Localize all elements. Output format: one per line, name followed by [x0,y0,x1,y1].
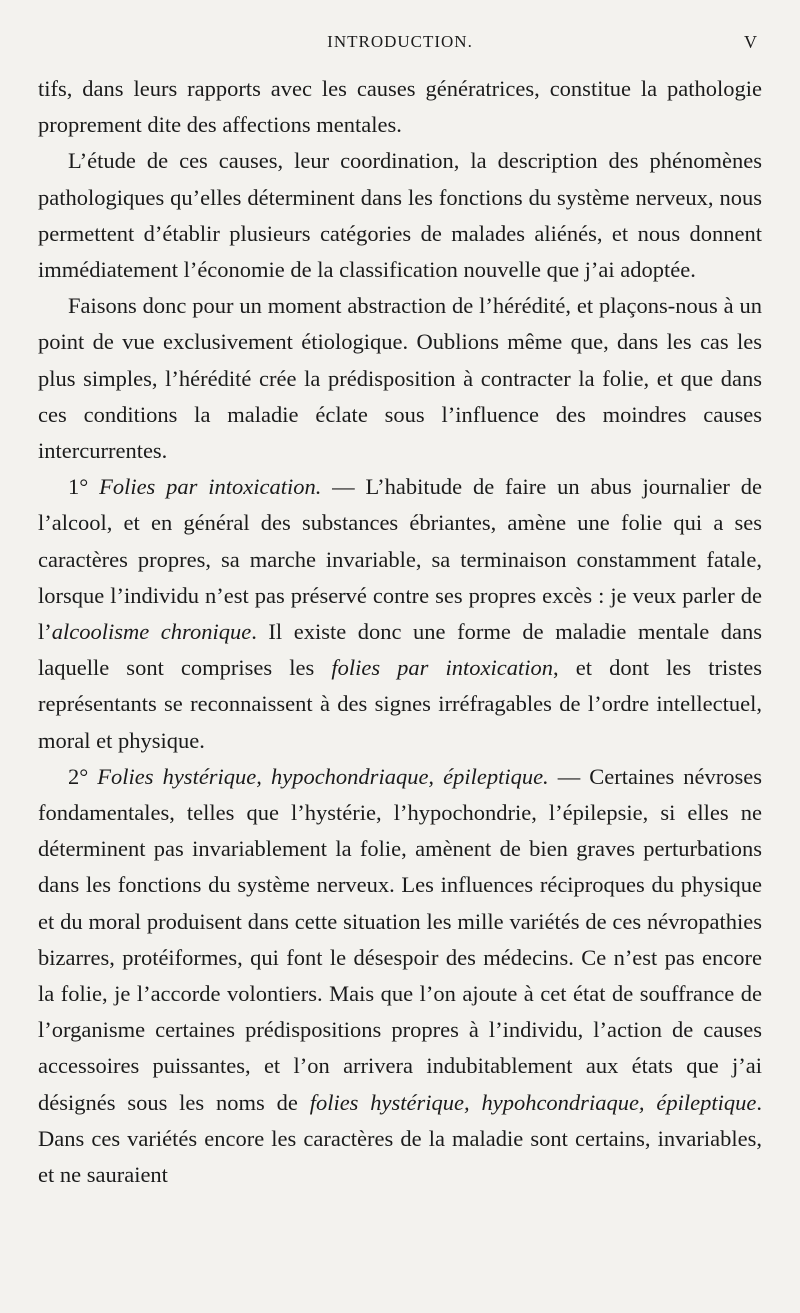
page-header [38,32,762,54]
emphasis: folies par intoxication [331,655,554,681]
page-number: V [744,32,758,52]
emphasis: alcoolisme chronique [51,619,252,645]
emphasis: folies hystérique, hypohcondriaque, épileptique [309,1089,757,1115]
body-text [38,71,762,1193]
running-title: INTRODUCTION. [327,32,473,51]
paragraph-intoxication: 1° Folies par intoxication. — L’habitude de faire un abus journalier de l’alcool, et en général des substances ébriantes, amène une folie qui a ses caractères propres, sa marche invariable, sa terminaison constamment fatale, lorsque l’individu n’est pas préservé contre ses propres excès : je veux parler de l’alcoolisme chronique. Il existe donc une forme de maladie mentale dans laquelle sont comprises les folies par intoxication, et dont les tristes représentants se reconnaissent à des signes irréfragables de l’ordre intellectuel, moral et physique. [38,474,762,753]
section-heading: Folies par intoxication. [99,474,322,500]
paragraph-continuation: tifs, dans leurs rapports avec les causes génératrices, constitue la pathologie proprement dite des affections mentales. [38,76,762,138]
section-heading: Folies hystérique, hypochondriaque, épileptique. [97,763,549,789]
paragraph-neuroses: 2° Folies hystérique, hypochondriaque, épileptique. — Certaines névroses fondamentales, telles que l’hystérie, l’hypochondrie, l’épilepsie, si elles ne déterminent pas invariablement la folie, amènent de bien graves perturbations dans les fonctions du système nerveux. Les influences réciproques du physique et du moral produisent dans cette situation les mille variétés de ces névropathies bizarres, protéiformes, qui font le désespoir des médecins. Ce n’est pas encore la folie, je l’accorde volontiers. Mais que l’on ajoute à cet état de souffrance de l’organisme certaines prédispositions propres à l’individu, l’action de causes accessoires puissantes, et l’on arrivera indubitablement aux états que j’ai désignés sous les noms de folies hystérique, hypohcondriaque, épileptique. Dans ces variétés encore les caractères de la maladie sont certains, invariables, et ne sauraient [38,763,762,1188]
section-number: 1° [68,474,89,500]
paragraph-heredity: Faisons donc pour un moment abstraction de l’hérédité, et plaçons-nous à un point de vue exclusivement étiologique. Oublions même que, dans les cas les plus simples, l’hérédité crée la prédisposition à contracter la folie, et que dans ces conditions la maladie éclate sous l’influence des moindres causes intercurrentes. [38,293,762,464]
section-number: 2° [68,763,89,789]
paragraph-causes: L’étude de ces causes, leur coordination, la description des phénomènes pathologiques qu’elles déterminent dans les fonctions du système nerveux, nous permettent d’établir plusieurs catégories de malades aliénés, et nous donnent immédiatement l’économie de la classification nouvelle que j’ai adoptée. [38,148,762,283]
